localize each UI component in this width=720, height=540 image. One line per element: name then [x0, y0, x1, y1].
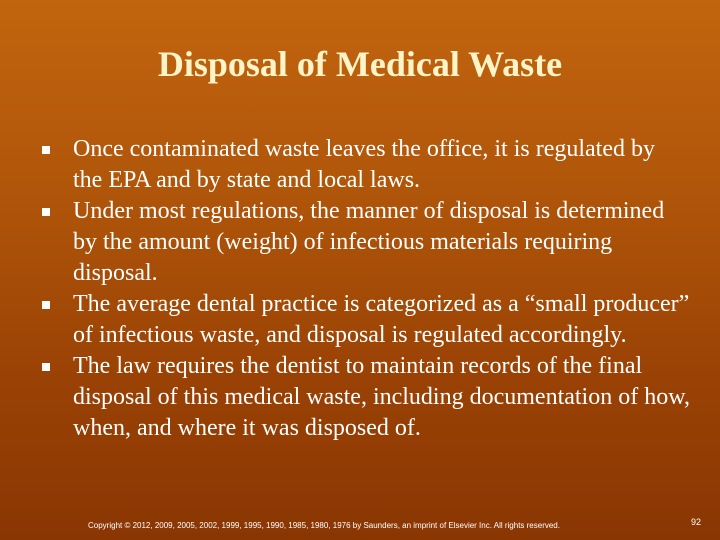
bullet-item — [40, 134, 690, 196]
square-bullet-icon — [42, 301, 50, 309]
bullet-text: The average dental practice is categorized as a “small producer” of infectious waste, and disposal is regulated accordingly. — [73, 291, 690, 348]
bullet-item — [40, 351, 690, 444]
bullet-text: The law requires the dentist to maintain records of the final disposal of this medical waste, including documentation of how, when, and where it was disposed of. — [73, 353, 690, 441]
footer-copyright: Copyright © 2012, 2009, 2005, 2002, 1999, 1995, 1990, 1985, 1980, 1976 by Saunders, an imprint of Elsevier Inc. All rights reserved. — [88, 521, 560, 530]
square-bullet-icon — [42, 208, 50, 216]
bullet-text: Under most regulations, the manner of disposal is determined by the amount (weight) of infectious materials requiring disposal. — [73, 198, 665, 286]
square-bullet-icon — [42, 363, 50, 371]
bullet-item — [40, 289, 690, 351]
slide-title: Disposal of Medical Waste — [157, 44, 563, 84]
bullet-text: Once contaminated waste leaves the office, it is regulated by the EPA and by state and local laws. — [73, 136, 655, 193]
bullet-item — [40, 196, 690, 289]
bullet-list — [40, 134, 690, 444]
page-number: 92 — [691, 517, 702, 527]
square-bullet-icon — [42, 146, 50, 154]
